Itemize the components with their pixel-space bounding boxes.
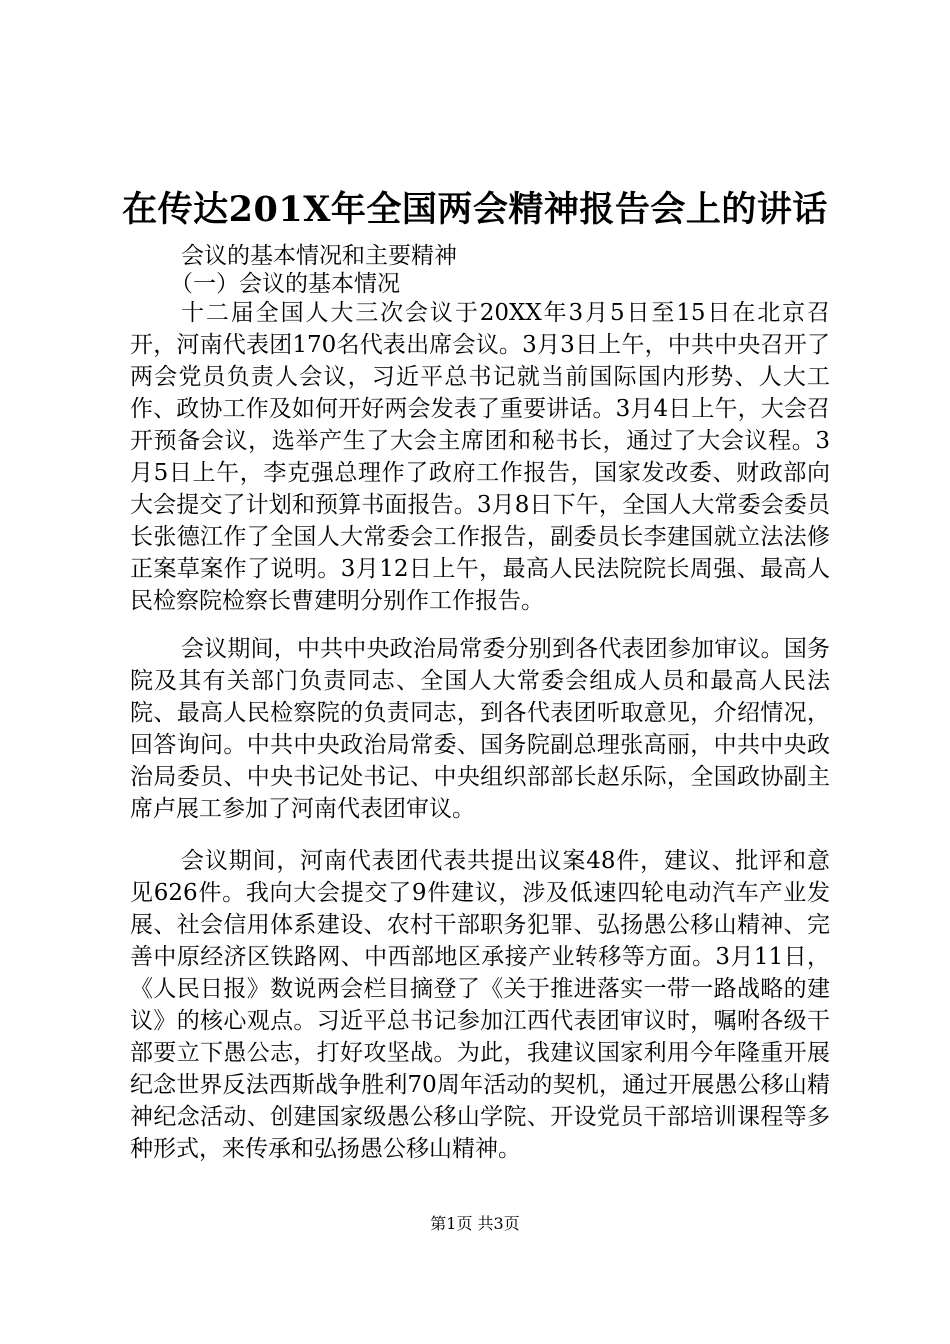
paragraph-2-block [130, 633, 830, 825]
paragraph-1-block [130, 297, 830, 617]
section-heading: 会议的基本情况和主要精神 [181, 243, 457, 269]
document-title: 在传达201X年全国两会精神报告会上的讲话 [122, 189, 828, 230]
paragraph: 会议期间，中共中央政治局常委分别到各代表团参加审议。国务院及其有关部门负责同志、全国人大常委会组成人员和最高人民法院、最高人民检察院的负责同志，到各代表团听取意见，介绍情况，回答询问。中共中央政治局常委、国务院副总理张高丽，中共中央政治局委员、中央书记处书记、中央组织部部长赵乐际，全国政协副主席卢展工参加了河南代表团审议。 [130, 636, 830, 822]
paragraph: 十二届全国人大三次会议于20XX年3月5日至15日在北京召开，河南代表团170名代表出席会议。3月3日上午，中共中央召开了两会党员负责人会议，习近平总书记就当前国际国内形势、人大工作、政协工作及如何开好两会发表了重要讲话。3月4日上午，大会召开预备会议，选举产生了大会主席团和秘书长，通过了大会议程。3月5日上午，李克强总理作了政府工作报告，国家发改委、财政部向大会提交了计划和预算书面报告。3月8日下午，全国人大常委会委员长张德江作了全国人大常委会工作报告，副委员长李建国就立法法修正案草案作了说明。3月12日上午，最高人民法院院长周强、最高人民检察院检察长曹建明分别作工作报告。 [130, 300, 830, 614]
paragraph-3-block [130, 845, 830, 1165]
page-indicator: 第1页 共3页 [430, 1214, 520, 1233]
subsection-heading: （一）会议的基本情况 [170, 271, 400, 297]
paragraph: 会议期间，河南代表团代表共提出议案48件，建议、批评和意见626件。我向大会提交了9件建议，涉及低速四轮电动汽车产业发展、社会信用体系建设、农村干部职务犯罪、弘扬愚公移山精神、完善中原经济区铁路网、中西部地区承接产业转移等方面。3月11日，《人民日报》数说两会栏目摘登了《关于推进落实一带一路战略的建议》的核心观点。习近平总书记参加江西代表团审议时，嘱咐各级干部要立下愚公志，打好攻坚战。为此，我建议国家利用今年隆重开展纪念世界反法西斯战争胜利70周年活动的契机，通过开展愚公移山精神纪念活动、创建国家级愚公移山学院、开设党员干部培训课程等多种形式，来传承和弘扬愚公移山精神。 [130, 848, 830, 1162]
